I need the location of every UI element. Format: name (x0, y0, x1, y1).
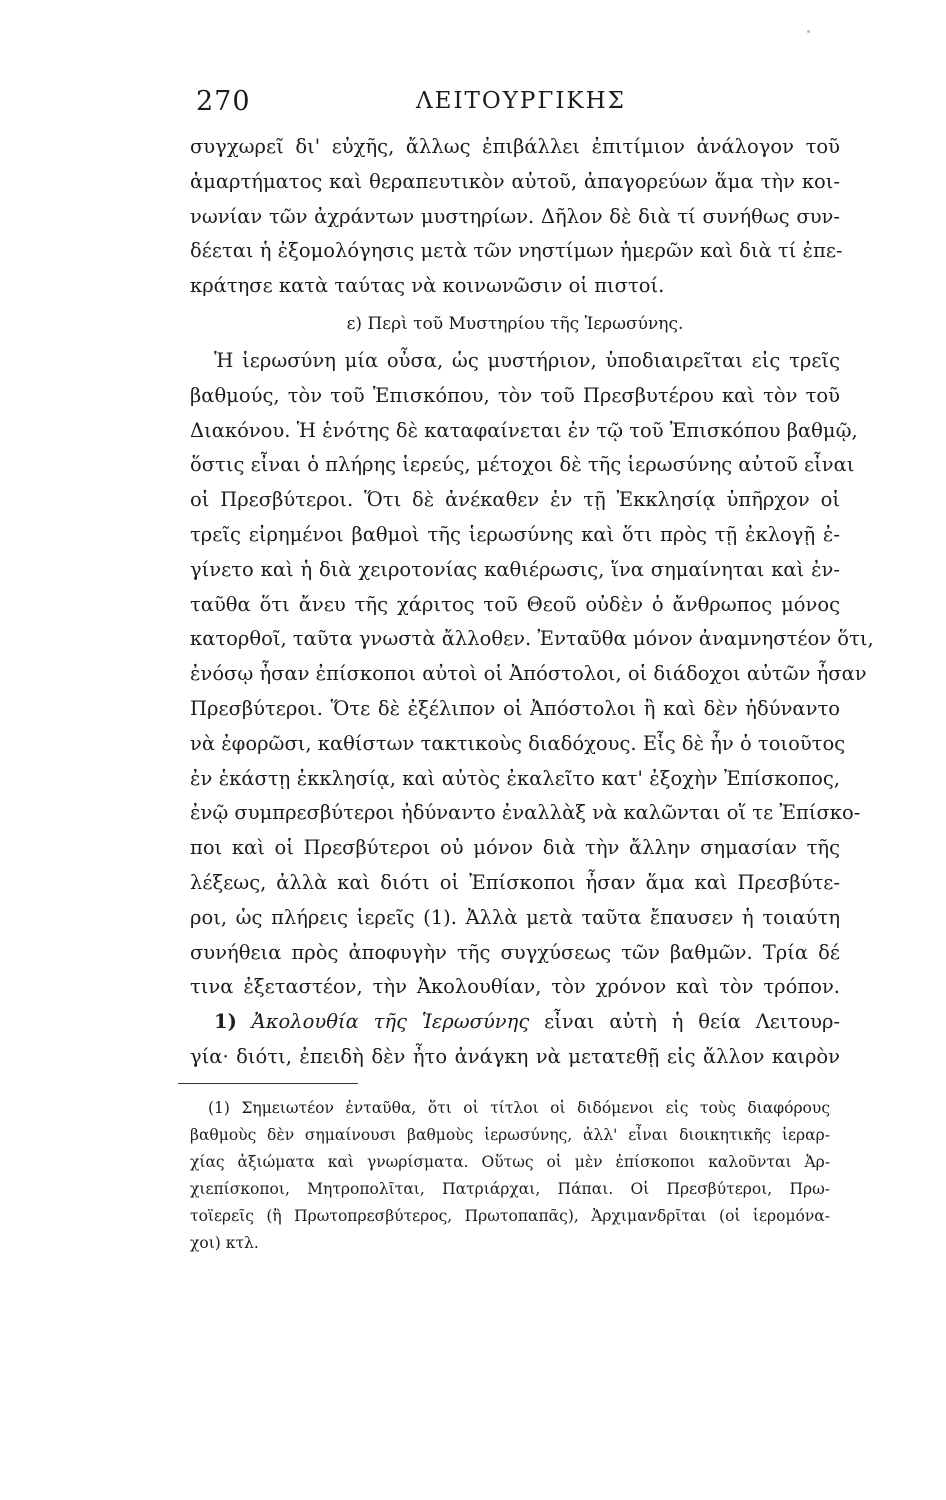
footnote-line: τοϊερεῖς (ἢ Πρωτοπρεσβύτερος, Πρωτοπαπᾶς), Ἀρχιμανδρῖται (οἱ ἱερομόνα- (190, 1207, 830, 1225)
text-line: ἐν ἑκάστῃ ἐκκλησίᾳ, καὶ αὐτὸς ἐκαλεῖτο κατ' ἐξοχὴν Ἐπίσκοπος, (190, 766, 840, 790)
italic-term: Ἀκολουθία τῆς Ἱερωσύνης (251, 1010, 530, 1034)
text-line: συγχωρεῖ δι' εὐχῆς, ἄλλως ἐπιβάλλει ἐπιτίμιον ἀνάλογον τοῦ (190, 135, 840, 158)
page-header (196, 86, 846, 122)
text-line: κατορθοῖ, ταῦτα γνωστὰ ἄλλοθεν. Ἐνταῦθα μόνον ἀναμνηστέον ὅτι, (190, 627, 874, 651)
text-line: Διακόνου. Ἡ ἑνότης δὲ καταφαίνεται ἐν τῷ τοῦ Ἐπισκόπου βαθμῷ, (190, 418, 858, 442)
paper-speck (807, 30, 810, 33)
text-line: λέξεως, ἀλλὰ καὶ διότι οἱ Ἐπίσκοποι ἦσαν ἅμα καὶ Πρεσβύτε- (190, 870, 840, 894)
numbered-line (190, 1005, 840, 1040)
text-line: ἁμαρτήματος καὶ θεραπευτικὸν αὐτοῦ, ἀπαγορεύων ἅμα τὴν κοι- (190, 169, 840, 193)
text-line: ποι καὶ οἱ Πρεσβύτεροι οὐ μόνον διὰ τὴν ἄλλην σημασίαν τῆς (190, 836, 840, 860)
text-line: οἱ Πρεσβύτεροι. Ὅτι δὲ ἀνέκαθεν ἐν τῇ Ἐκκλησίᾳ ὑπῆρχον οἱ (190, 488, 840, 512)
text-line: Πρεσβύτεροι. Ὅτε δὲ ἐξέλιπον οἱ Ἀπόστολοι ἢ καὶ δὲν ἠδύναντο (190, 696, 840, 720)
footnote-line: χίας ἀξιώματα καὶ γνωρίσματα. Οὕτως οἱ μὲν ἐπίσκοποι καλοῦνται Ἀρ- (190, 1153, 830, 1171)
footnote (190, 1095, 830, 1257)
text-line: συνήθεια πρὸς ἀποφυγὴν τῆς συγχύσεως τῶν βαθμῶν. Τρία δέ (190, 940, 840, 964)
text-line: νωνίαν τῶν ἀχράντων μυστηρίων. Δῆλον δὲ διὰ τί συνήθως συν- (190, 204, 840, 228)
page-number: 270 (196, 86, 251, 117)
text-line: γία· διότι, ἐπειδὴ δὲν ἦτο ἀνάγκη νὰ μετατεθῇ εἰς ἄλλον καιρὸν (190, 1044, 840, 1068)
running-title: ΛΕΙΤΟΥΡΓΙΚΗΣ (416, 88, 626, 114)
text-line: δέεται ἡ ἐξομολόγησις μετὰ τῶν νηστίμων ἡμερῶν καὶ διὰ τί ἐπε- (190, 239, 843, 263)
footnote-line: χοι) κτλ. (190, 1234, 259, 1252)
text-line: ταῦθα ὅτι ἄνευ τῆς χάριτος τοῦ Θεοῦ οὐδὲν ὁ ἄνθρωπος μόνος (190, 592, 840, 616)
text-line: τινα ἐξεταστέον, τὴν Ἀκολουθίαν, τὸν χρόνον καὶ τὸν τρόπον. (190, 975, 840, 999)
footnote-line: χιεπίσκοποι, Μητροπολῖται, Πατριάρχαι, Πάπαι. Οἱ Πρεσβύτεροι, Πρω- (190, 1180, 830, 1198)
text-line: ἐνῷ συμπρεσβύτεροι ἠδύναντο ἐναλλὰξ νὰ καλῶνται οἵ τε Ἐπίσκο- (190, 801, 861, 825)
section-heading: ε) Περὶ τοῦ Μυστηρίου τῆς Ἱερωσύνης. (346, 313, 684, 334)
text-line: κράτησε κατὰ ταύτας νὰ κοινωνῶσιν οἱ πιστοί. (190, 274, 665, 298)
text-line: ὅστις εἶναι ὁ πλήρης ἱερεύς, μέτοχοι δὲ τῆς ἱερωσύνης αὐτοῦ εἶναι (190, 453, 855, 477)
main-text (190, 130, 874, 1075)
text-line: ροι, ὡς πλήρεις ἱερεῖς (1). Ἀλλὰ μετὰ ταῦτα ἔπαυσεν ἡ τοιαύτη (190, 905, 840, 929)
footnote-line: (1) Σημειωτέον ἐνταῦθα, ὅτι οἱ τίτλοι οἱ διδόμενοι εἰς τοὺς διαφόρους (208, 1099, 830, 1117)
footnote-rule (178, 1083, 358, 1084)
numbered-line-rest: εἶναι αὐτὴ ἡ θεία Λειτουρ- (544, 1010, 840, 1034)
text-line: βαθμούς, τὸν τοῦ Ἐπισκόπου, τὸν τοῦ Πρεσβυτέρου καὶ τὸν τοῦ (190, 383, 840, 407)
text-line: νὰ ἐφορῶσι, καθίστων τακτικοὺς διαδόχους. Εἷς δὲ ἦν ὁ τοιοῦτος (190, 731, 846, 755)
footnote-line: βαθμοὺς δὲν σημαίνουσι βαθμοὺς ἱερωσύνης, ἀλλ' εἶναι διοικητικῆς ἱεραρ- (190, 1126, 830, 1144)
text-line: γίνετο καὶ ἡ διὰ χειροτονίας καθιέρωσις, ἵνα σημαίνηται καὶ ἐν- (190, 557, 840, 581)
text-line: τρεῖς εἰρημένοι βαθμοὶ τῆς ἱερωσύνης καὶ ὅτι πρὸς τῇ ἐκλογῇ ἐ- (190, 522, 840, 546)
item-number: 1) (214, 1010, 237, 1034)
text-line: Ἡ ἱερωσύνη μία οὖσα, ὡς μυστήριον, ὑποδιαιρεῖται εἰς τρεῖς (214, 348, 840, 372)
text-line: ἐνόσῳ ἦσαν ἐπίσκοποι αὐτοὶ οἱ Ἀπόστολοι, οἱ διάδοχοι αὐτῶν ἦσαν (190, 662, 867, 686)
